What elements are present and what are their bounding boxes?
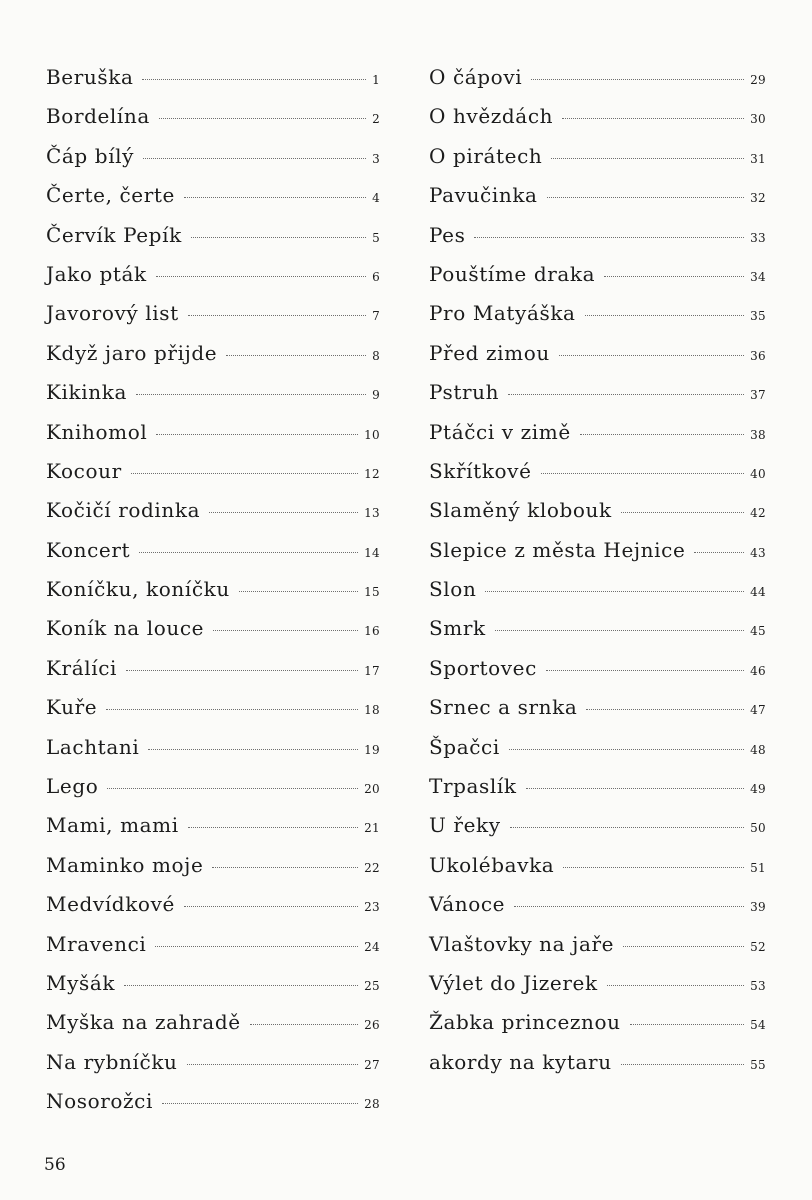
toc-entry-title: Smrk (429, 616, 486, 641)
toc-entry-title: Špačci (429, 734, 500, 759)
toc-entry (429, 1003, 766, 1042)
dot-leader (604, 276, 744, 277)
dot-leader (559, 355, 744, 356)
toc-entry-title: O čápovi (429, 65, 523, 89)
toc-entry-title: Pouštíme draka (429, 261, 596, 286)
toc-entry-page: 31 (750, 151, 766, 166)
dot-leader (239, 591, 358, 592)
toc-entry (429, 649, 766, 688)
toc-entry-page: 12 (364, 466, 380, 481)
toc-entry-page: 45 (750, 624, 766, 639)
toc-entry (46, 1043, 380, 1082)
page-number: 56 (44, 1155, 66, 1175)
toc-entry-title: Vánoce (429, 892, 506, 917)
toc-entry-title: Beruška (46, 65, 134, 89)
toc-entry-page: 51 (750, 860, 766, 875)
toc-entry-title: Jako pták (46, 261, 147, 286)
toc-entry-title: Slaměný klobouk (429, 498, 612, 523)
toc-entry-title: Srnec a srnka (429, 695, 578, 720)
toc-entry-title: U řeky (429, 813, 501, 838)
dot-leader (148, 749, 358, 750)
toc-entry (46, 216, 380, 255)
toc-entry-title: Před zimou (429, 340, 550, 365)
toc-entry-title: Kocour (46, 458, 122, 483)
toc-entry-page: 29 (750, 73, 766, 87)
toc-column-left (46, 58, 380, 1122)
toc-entry (429, 294, 766, 333)
toc-entry-page: 23 (364, 900, 380, 915)
dot-leader (694, 552, 744, 553)
toc-entry (429, 688, 766, 727)
toc-entry-page: 18 (364, 703, 380, 718)
dot-leader (184, 197, 366, 198)
dot-leader (585, 315, 745, 316)
dot-leader (514, 906, 744, 907)
toc-entry-page: 17 (364, 663, 380, 678)
toc-entry-page: 24 (364, 939, 380, 954)
toc-entry (46, 97, 380, 136)
toc-entry-title: Kočičí rodinka (46, 498, 201, 523)
toc-entry-title: Maminko moje (46, 852, 204, 877)
toc-entry (46, 334, 380, 373)
toc-entry-title: Slepice z města Hejnice (429, 537, 686, 562)
toc-entry-title: Mravenci (46, 931, 147, 956)
dot-leader (188, 315, 366, 316)
toc-entry (46, 885, 380, 924)
toc-entry-title: Žabka princeznou (429, 1010, 621, 1035)
toc-entry (429, 925, 766, 964)
toc-entry-title: O hvězdách (429, 104, 554, 129)
toc-entry (429, 452, 766, 491)
toc-entry-page: 26 (364, 1018, 380, 1033)
toc-entry-page: 8 (372, 348, 380, 363)
toc-entry (46, 255, 380, 294)
toc-entry-page: 3 (372, 151, 380, 166)
toc-entry-title: Koníčku, koníčku (46, 577, 230, 602)
dot-leader (143, 158, 366, 159)
toc-entry-page: 10 (364, 427, 380, 442)
toc-entry-page: 13 (364, 506, 380, 521)
toc-entry (46, 294, 380, 333)
toc-entry-title: Když jaro přijde (46, 340, 218, 365)
dot-leader (541, 473, 745, 474)
dot-leader (546, 670, 744, 671)
toc-entry-page: 25 (364, 978, 380, 993)
toc-entry (429, 846, 766, 885)
toc-entry (46, 1003, 380, 1042)
toc-entry-title: Čáp bílý (46, 143, 135, 168)
toc-entry-page: 43 (750, 545, 766, 560)
toc-entry (429, 806, 766, 845)
toc-entry (429, 728, 766, 767)
toc-entry-page: 53 (750, 978, 766, 993)
dot-leader (188, 827, 358, 828)
toc-entry-page: 16 (364, 624, 380, 639)
toc-entry (429, 58, 766, 97)
toc-entry-page: 39 (750, 900, 766, 915)
toc-column-right (429, 58, 766, 1082)
toc-entry-page: 27 (364, 1057, 380, 1072)
toc-entry (46, 925, 380, 964)
toc-entry (46, 1082, 380, 1121)
toc-entry-title: Pavučinka (429, 183, 538, 208)
toc-entry-page: 54 (750, 1018, 766, 1033)
dot-leader (580, 434, 744, 435)
toc-entry-title: O pirátech (429, 143, 543, 168)
toc-entry-title: Javorový list (46, 301, 179, 326)
dot-leader (159, 118, 366, 119)
toc-entry-title: Čerte, čerte (46, 183, 175, 208)
toc-entry-title: Ukolébavka (429, 852, 555, 877)
dot-leader (485, 591, 744, 592)
toc-entry-title: Skřítkové (429, 458, 532, 483)
dot-leader (509, 749, 744, 750)
toc-entry-page: 44 (750, 585, 766, 600)
toc-entry-title: Výlet do Jizerek (429, 970, 598, 995)
toc-entry-page: 30 (750, 112, 766, 127)
toc-entry (429, 885, 766, 924)
toc-entry-page: 19 (364, 742, 380, 757)
toc-entry (429, 609, 766, 648)
toc-entry-title: Ptáčci v zimě (429, 419, 571, 444)
toc-entry-page: 35 (750, 309, 766, 324)
toc-entry (429, 137, 766, 176)
toc-entry (429, 176, 766, 215)
toc-entry (46, 413, 380, 452)
toc-entry-title: Kikinka (46, 380, 127, 405)
toc-entry-page: 5 (372, 230, 380, 245)
toc-entry (46, 609, 380, 648)
toc-entry-page: 47 (750, 703, 766, 718)
toc-entry-page: 52 (750, 939, 766, 954)
dot-leader (212, 867, 358, 868)
toc-entry (429, 531, 766, 570)
toc-entry-title: Lachtani (46, 734, 140, 759)
dot-leader (621, 1064, 744, 1065)
toc-entry (46, 688, 380, 727)
toc-entry (46, 531, 380, 570)
toc-entry-page: 6 (372, 269, 380, 284)
toc-entry (429, 97, 766, 136)
toc-entry-title: Trpaslík (429, 774, 517, 799)
toc-entry-title: Myška na zahradě (46, 1010, 241, 1035)
toc-entry-page: 9 (372, 388, 380, 403)
dot-leader (621, 512, 744, 513)
toc-entry-title: Sportovec (429, 655, 537, 680)
toc-entry (429, 570, 766, 609)
toc-entry-title: Vlaštovky na jaře (429, 931, 615, 956)
dot-leader (139, 552, 358, 553)
dot-leader (209, 512, 358, 513)
toc-entry (46, 58, 380, 97)
dot-leader (526, 788, 745, 789)
toc-entry-title: Na rybníčku (46, 1049, 178, 1074)
toc-entry (46, 806, 380, 845)
toc-entry-page: 2 (372, 112, 380, 127)
dot-leader (187, 1064, 359, 1065)
toc-entry (46, 649, 380, 688)
toc-entry (46, 570, 380, 609)
dot-leader (156, 276, 366, 277)
dot-leader (191, 237, 366, 238)
toc-entry (46, 846, 380, 885)
dot-leader (136, 394, 366, 395)
toc-entry-title: Pstruh (429, 380, 500, 405)
dot-leader (607, 985, 744, 986)
toc-entry (46, 728, 380, 767)
dot-leader (106, 709, 358, 710)
toc-entry-title: Lego (46, 774, 99, 799)
toc-entry-page: 14 (364, 545, 380, 560)
toc-entry-page: 28 (364, 1097, 380, 1112)
dot-leader (156, 434, 358, 435)
toc-entry-page: 15 (364, 585, 380, 600)
toc-entry-page: 4 (372, 191, 380, 206)
toc-entry (46, 964, 380, 1003)
dot-leader (630, 1024, 744, 1025)
dot-leader (124, 985, 358, 986)
dot-leader (551, 158, 744, 159)
toc-entry (429, 413, 766, 452)
dot-leader (531, 79, 744, 80)
dot-leader (474, 237, 744, 238)
toc-entry-page: 55 (750, 1057, 766, 1072)
toc-entry-page: 42 (750, 506, 766, 521)
toc-entry-title: Mami, mami (46, 813, 179, 838)
toc-entry-title: Bordelína (46, 104, 150, 129)
dot-leader (563, 867, 744, 868)
dot-leader (155, 946, 358, 947)
toc-entry-page: 40 (750, 466, 766, 481)
dot-leader (562, 118, 744, 119)
dot-leader (107, 788, 358, 789)
toc-entry-page: 36 (750, 348, 766, 363)
toc-entry-title: Nosorožci (46, 1089, 153, 1114)
dot-leader (184, 906, 358, 907)
dot-leader (162, 1103, 358, 1104)
toc-entry (429, 1043, 766, 1082)
toc-entry-title: Knihomol (46, 419, 148, 444)
toc-entry-page: 20 (364, 782, 380, 797)
toc-entry (46, 491, 380, 530)
dot-leader (250, 1024, 358, 1025)
toc-entry-page: 49 (750, 782, 766, 797)
toc-entry-title: akordy na kytaru (429, 1049, 612, 1074)
toc-entry (46, 137, 380, 176)
toc-entry-page: 34 (750, 269, 766, 284)
toc-entry-page: 1 (372, 73, 380, 87)
toc-entry-page: 48 (750, 742, 766, 757)
toc-entry (429, 216, 766, 255)
dot-leader (508, 394, 744, 395)
toc-entry-title: Myšák (46, 970, 116, 995)
dot-leader (586, 709, 744, 710)
dot-leader (547, 197, 745, 198)
toc-entry (429, 255, 766, 294)
toc-entry (46, 373, 380, 412)
toc-entry-title: Červík Pepík (46, 222, 182, 247)
toc-entry-page: 37 (750, 388, 766, 403)
toc-entry-title: Koncert (46, 537, 131, 562)
dot-leader (226, 355, 366, 356)
toc-entry-page: 50 (750, 821, 766, 836)
dot-leader (623, 946, 744, 947)
dot-leader (213, 630, 358, 631)
toc-entry (46, 176, 380, 215)
toc-entry-title: Medvídkové (46, 892, 175, 917)
toc-entry (429, 334, 766, 373)
toc-entry (46, 767, 380, 806)
toc-entry-title: Pro Matyáška (429, 301, 576, 326)
dot-leader (142, 79, 366, 80)
toc-entry-title: Slon (429, 577, 477, 602)
toc-entry-page: 7 (372, 309, 380, 324)
toc-entry (429, 767, 766, 806)
toc-entry-page: 32 (750, 191, 766, 206)
toc-entry-page: 21 (364, 821, 380, 836)
dot-leader (495, 630, 744, 631)
dot-leader (510, 827, 744, 828)
toc-entry (429, 964, 766, 1003)
toc-entry-page: 46 (750, 663, 766, 678)
toc-entry (429, 491, 766, 530)
toc-entry-page: 33 (750, 230, 766, 245)
toc-entry-page: 38 (750, 427, 766, 442)
toc-entry-page: 22 (364, 860, 380, 875)
dot-leader (131, 473, 358, 474)
toc-entry (429, 373, 766, 412)
toc-entry-title: Kuře (46, 695, 98, 720)
dot-leader (126, 670, 358, 671)
toc-entry-title: Pes (429, 222, 466, 247)
toc-entry-title: Králíci (46, 655, 118, 680)
toc-entry-title: Koník na louce (46, 616, 205, 641)
toc-entry (46, 452, 380, 491)
